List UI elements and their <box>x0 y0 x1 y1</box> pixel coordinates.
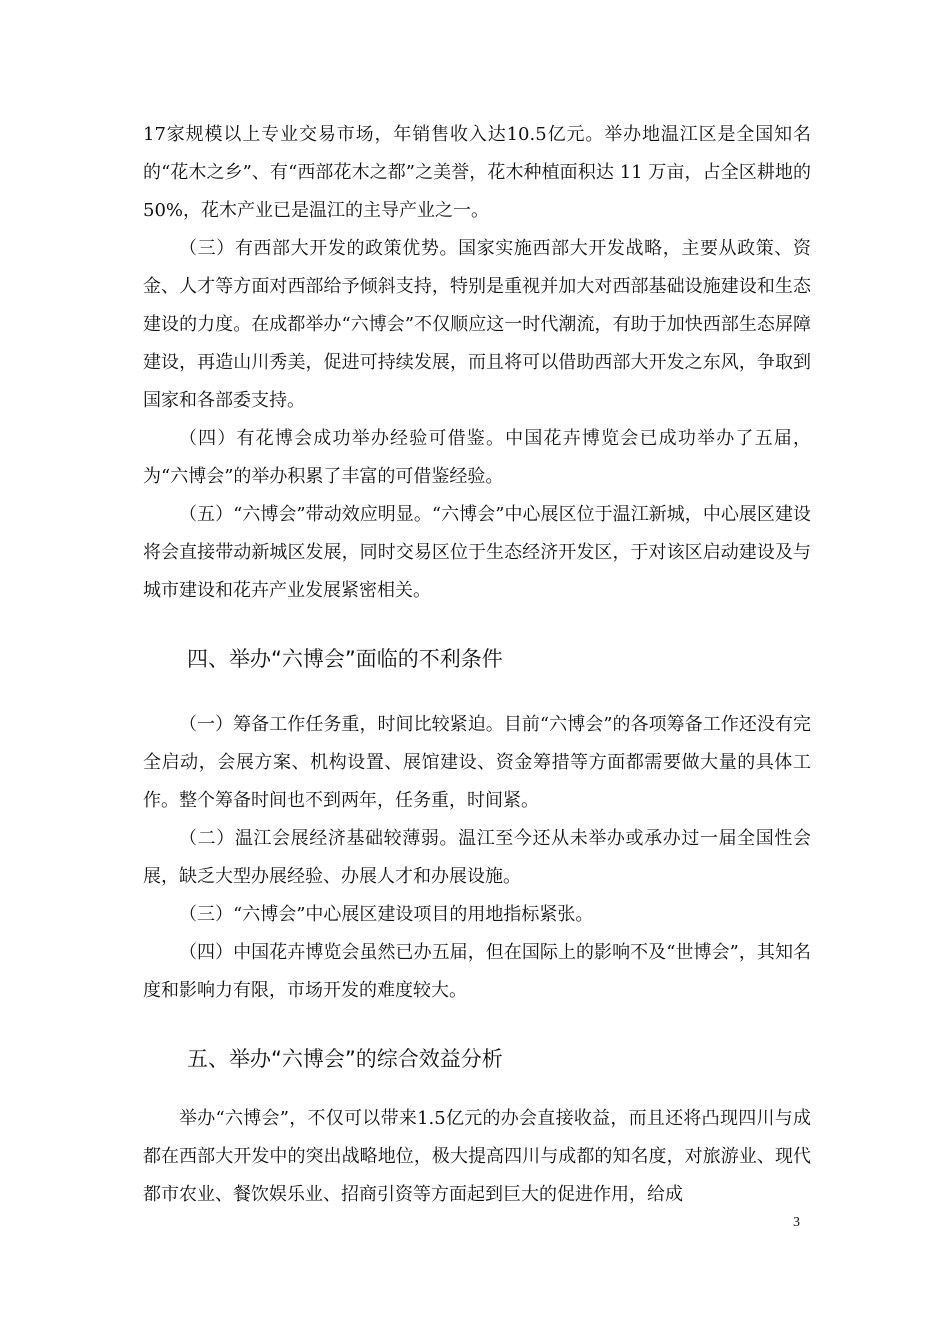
page-number: 3 <box>793 1215 800 1230</box>
paragraph-benefits: 举办“六博会”，不仅可以带来1.5亿元的办会直接收益，而且还将凸现四川与成都在西部大开发中的突出战略地位，极大提高四川与成都的知名度，对旅游业、现代都市农业、餐饮娱乐业、招商引资等方面起到巨大的促进作用，给成 <box>143 1108 811 1205</box>
paragraph-driving-effect: （五）“六博会”带动效应明显。“六博会”中心展区位于温江新城，中心展区建设将会直接带动新城区发展，同时交易区位于生态经济开发区，于对该区启动建设及与城市建设和花卉产业发展紧密相关。 <box>143 504 811 601</box>
section-heading-unfavorable-conditions: 四、举办“六博会”面临的不利条件 <box>187 647 503 671</box>
section-heading-benefit-analysis: 五、举办“六博会”的综合效益分析 <box>187 1047 503 1071</box>
paragraph-limited-influence: （四）中国花卉博览会虽然已办五届，但在国际上的影响不及“世博会”，其知名度和影响力有限，市场开发的难度较大。 <box>143 942 811 1001</box>
paragraph-continuation: 17家规模以上专业交易市场，年销售收入达10.5亿元。举办地温江区是全国知名的“花木之乡”、有“西部花木之都”之美誉，花木种植面积达 11 万亩，占全区耕地的50%，花木产业已是温江的主导产业之一。 <box>143 124 811 221</box>
paragraph-weak-foundation: （二）温江会展经济基础较薄弱。温江至今还从未举办或承办过一届全国性会展，缺乏大型办展经验、办展人才和办展设施。 <box>143 828 811 887</box>
document-body <box>143 116 811 1214</box>
paragraph-preparation-heavy: （一）筹备工作任务重，时间比较紧迫。目前“六博会”的各项筹备工作还没有完全启动，会展方案、机构设置、展馆建设、资金筹措等方面都需要做大量的具体工作。整个筹备时间也不到两年，任务重，时间紧。 <box>143 714 811 811</box>
paragraph-policy-advantage: （三）有西部大开发的政策优势。国家实施西部大开发战略，主要从政策、资金、人才等方面对西部给予倾斜支持，特别是重视并加大对西部基础设施建设和生态建设的力度。在成都举办“六博会”不仅顺应这一时代潮流，有助于加快西部生态屏障建设，再造山川秀美，促进可持续发展，而且将可以借助西部大开发之东风，争取到国家和各部委支持。 <box>143 238 811 411</box>
paragraph-land-shortage: （三）“六博会”中心展区建设项目的用地指标紧张。 <box>179 904 594 925</box>
paragraph-experience: （四）有花博会成功举办经验可借鉴。中国花卉博览会已成功举办了五届，为“六博会”的举办积累了丰富的可借鉴经验。 <box>143 428 811 487</box>
